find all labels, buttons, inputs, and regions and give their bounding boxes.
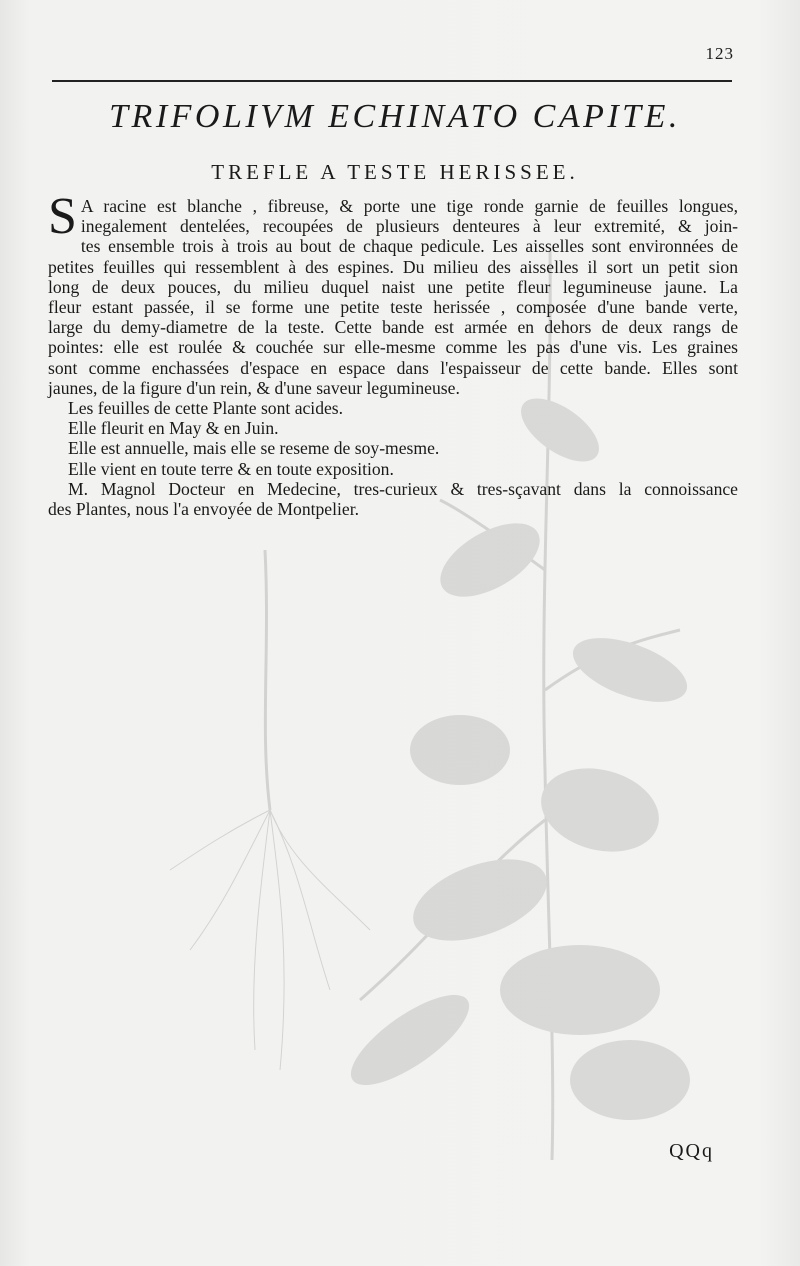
text-line: long de deux pouces, du milieu duquel naist une petite fleur legumineuse jaune. La — [48, 276, 738, 297]
page-subtitle: TREFLE A TESTE HERISSEE. — [211, 160, 579, 184]
paragraph-line: M. Magnol Docteur en Medecine, tres-curieux & tres-sçavant dans la connoissance — [68, 478, 738, 499]
page-number: 123 — [705, 44, 734, 63]
text-line: sont comme enchassées d'espace en espace dans l'espaisseur de cette bande. Elles sont — [48, 357, 738, 378]
text-line: pointes: elle est roulée & couchée sur elle-mesme comme les pas d'une vis. Les graines — [48, 337, 738, 358]
paragraph-line: des Plantes, nous l'a envoyée de Montpelier. — [48, 499, 359, 520]
text-line: jaunes, de la figure d'un rein, & d'une saveur legumineuse. — [48, 377, 460, 398]
signature-mark: QQq — [669, 1140, 714, 1162]
text-line: large du demy-diametre de la teste. Cette bande est armée en dehors de deux rangs de — [48, 317, 738, 338]
text-line: inegalement dentelées, recoupées de plusieurs denteures à leur extremité, & join- — [80, 216, 738, 237]
drop-cap: S — [48, 188, 77, 245]
text-line: fleur estant passée, il se forme une petite teste herissée , composée d'une bande verte, — [48, 297, 738, 318]
header-rule — [52, 80, 732, 82]
page-title: TRIFOLIVM ECHINATO CAPITE. — [109, 98, 681, 135]
paragraph: Elle est annuelle, mais elle se reseme de soy-mesme. — [68, 438, 440, 459]
paragraph: Les feuilles de cette Plante sont acides. — [68, 398, 344, 419]
text-line: petites feuilles qui ressemblent à des espines. Du milieu des aisselles il sort un petit sion — [48, 256, 738, 277]
text-line: tes ensemble trois à trois au bout de chaque pedicule. Les aisselles sont environnées de — [80, 236, 738, 257]
paragraph: Elle fleurit en May & en Juin. — [68, 418, 279, 439]
paragraph: Elle vient en toute terre & en toute exposition. — [68, 458, 394, 479]
text-line: A racine est blanche , fibreuse, & porte une tige ronde garnie de feuilles longues, — [80, 196, 738, 216]
body-text — [48, 188, 738, 520]
